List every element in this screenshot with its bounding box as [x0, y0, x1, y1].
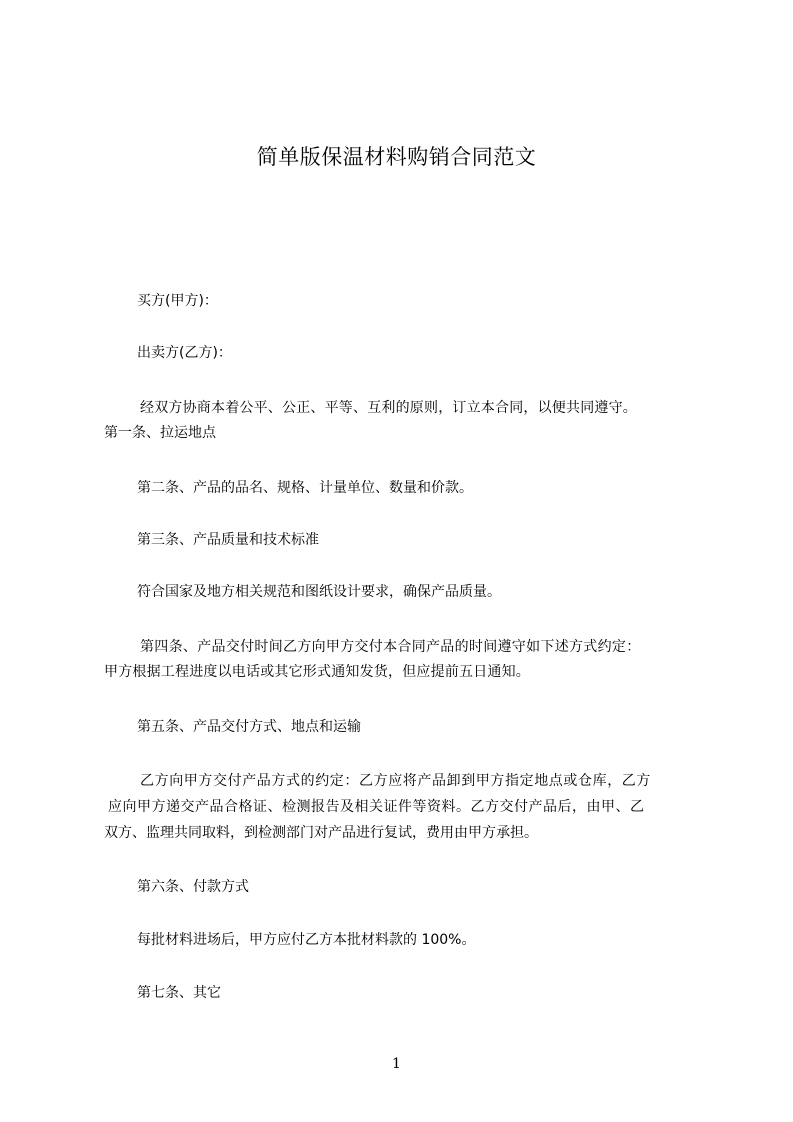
intro-paragraph: 经双方协商本着公平、公正、平等、互利的原则，订立本合同，以便共同遵守。: [140, 400, 637, 416]
article-5-line-2: 应向甲方递交产品合格证、检测报告及相关证件等资料。乙方交付产品后，由甲、乙: [108, 799, 645, 815]
buyer-line: 买方(甲方)：: [137, 293, 218, 309]
article-5-heading: 第五条、产品交付方式、地点和运输: [137, 719, 361, 735]
article-1-heading: 第一条、拉运地点: [104, 425, 216, 441]
article-3-heading: 第三条、产品质量和技术标准: [137, 532, 319, 548]
article-6-heading: 第六条、付款方式: [137, 879, 249, 895]
article-6-text: 每批材料进场后，甲方应付乙方本批材料款的 100%。: [137, 932, 476, 948]
article-3-text: 符合国家及地方相关规范和图纸设计要求，确保产品质量。: [137, 584, 501, 600]
document-title: 简单版保温材料购销合同范文: [256, 145, 537, 169]
article-5-line-3: 双方、监理共同取料，到检测部门对产品进行复试，费用由甲方承担。: [104, 825, 538, 841]
page-number: 1: [392, 1056, 401, 1072]
article-4-line-2: 甲方根据工程进度以电话或其它形式通知发货，但应提前五日通知。: [104, 664, 530, 680]
article-4-line-1: 第四条、产品交付时间乙方向甲方交付本合同产品的时间遵守如下述方式约定：: [140, 639, 641, 655]
article-7-heading: 第七条、其它: [137, 985, 221, 1001]
seller-line: 出卖方(乙方)：: [137, 345, 232, 361]
article-5-line-1: 乙方向甲方交付产品方式的约定：乙方应将产品卸到甲方指定地点或仓库，乙方: [140, 773, 651, 789]
article-2-heading: 第二条、产品的品名、规格、计量单位、数量和价款。: [137, 480, 473, 496]
